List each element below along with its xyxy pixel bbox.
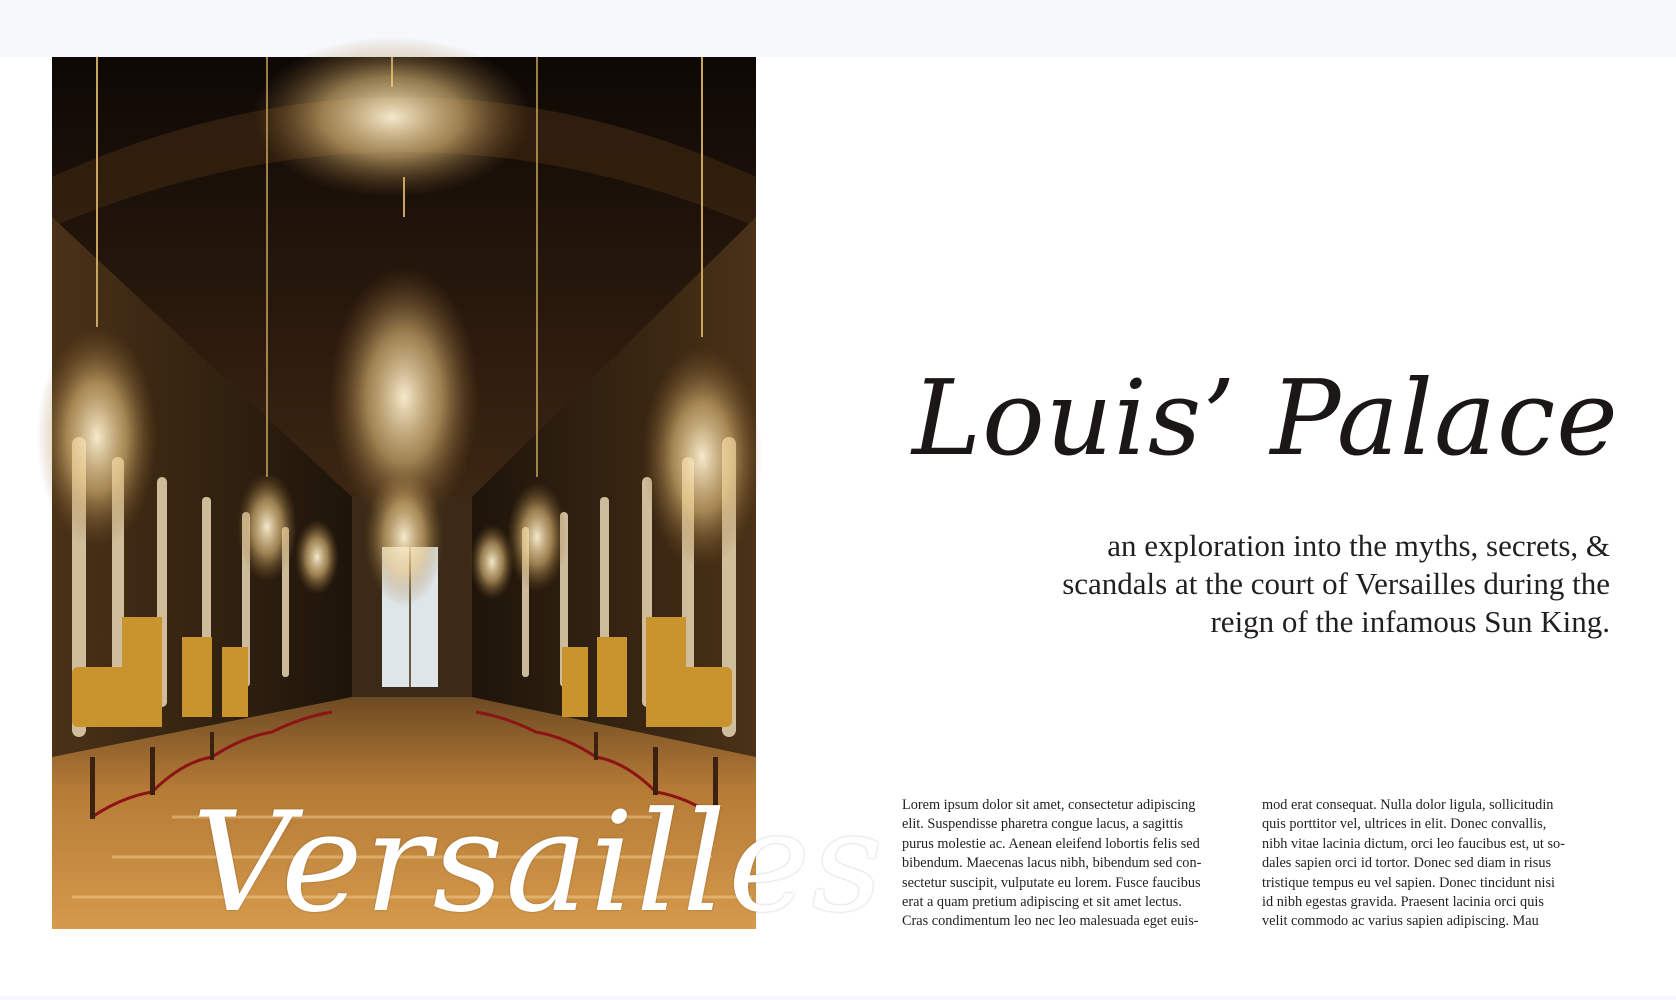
body-line: sectetur suscipit, vulputate eu lorem. Fusce faucibus xyxy=(902,874,1201,891)
subtitle-line: an exploration into the myths, secrets, & xyxy=(1107,528,1610,563)
body-column-2 xyxy=(1262,796,1602,932)
article-subtitle xyxy=(1000,527,1610,641)
body-line: Lorem ipsum dolor sit amet, consectetur adipiscing xyxy=(902,797,1196,813)
article-title: Louis’ Palace xyxy=(912,357,1619,479)
body-line: nibh vitae lacinia dictum, orci leo faucibus est, ut so- xyxy=(1262,835,1565,852)
body-line: mod erat consequat. Nulla dolor ligula, sollicitudin xyxy=(1262,797,1554,813)
versailles-hall-photo xyxy=(52,57,885,943)
body-column-1 xyxy=(902,796,1242,932)
photo-caption-versailles: Versailles xyxy=(192,782,885,943)
body-line: tristique tempus eu vel sapien. Donec tincidunt nisi xyxy=(1262,874,1556,891)
body-line: id nibh egestas gravida. Praesent lacinia orci quis xyxy=(1262,894,1544,911)
body-line: Cras condimentum leo nec leo malesuada eget euis- xyxy=(902,913,1199,930)
body-line: purus molestie ac. Aenean eleifend lobortis felis sed xyxy=(902,835,1200,852)
subtitle-line: reign of the infamous Sun King. xyxy=(1210,604,1610,639)
body-line: velit commodo ac varius sapien adipiscing. Mau xyxy=(1262,913,1539,930)
body-line: elit. Suspendisse pharetra congue lacus, a sagittis xyxy=(902,816,1184,833)
body-line: bibendum. Maecenas lacus nibh, bibendum sed con- xyxy=(902,855,1202,872)
magazine-spread xyxy=(0,57,1676,996)
subtitle-line: scandals at the court of Versailles during the xyxy=(1062,566,1610,601)
body-line: dales sapien orci id tortor. Donec sed diam in risus xyxy=(1262,855,1552,872)
body-line: quis porttitor vel, ultrices in elit. Donec convallis, xyxy=(1262,816,1547,833)
body-line: erat a quam pretium adipiscing et sit amet lectus. xyxy=(902,894,1182,911)
